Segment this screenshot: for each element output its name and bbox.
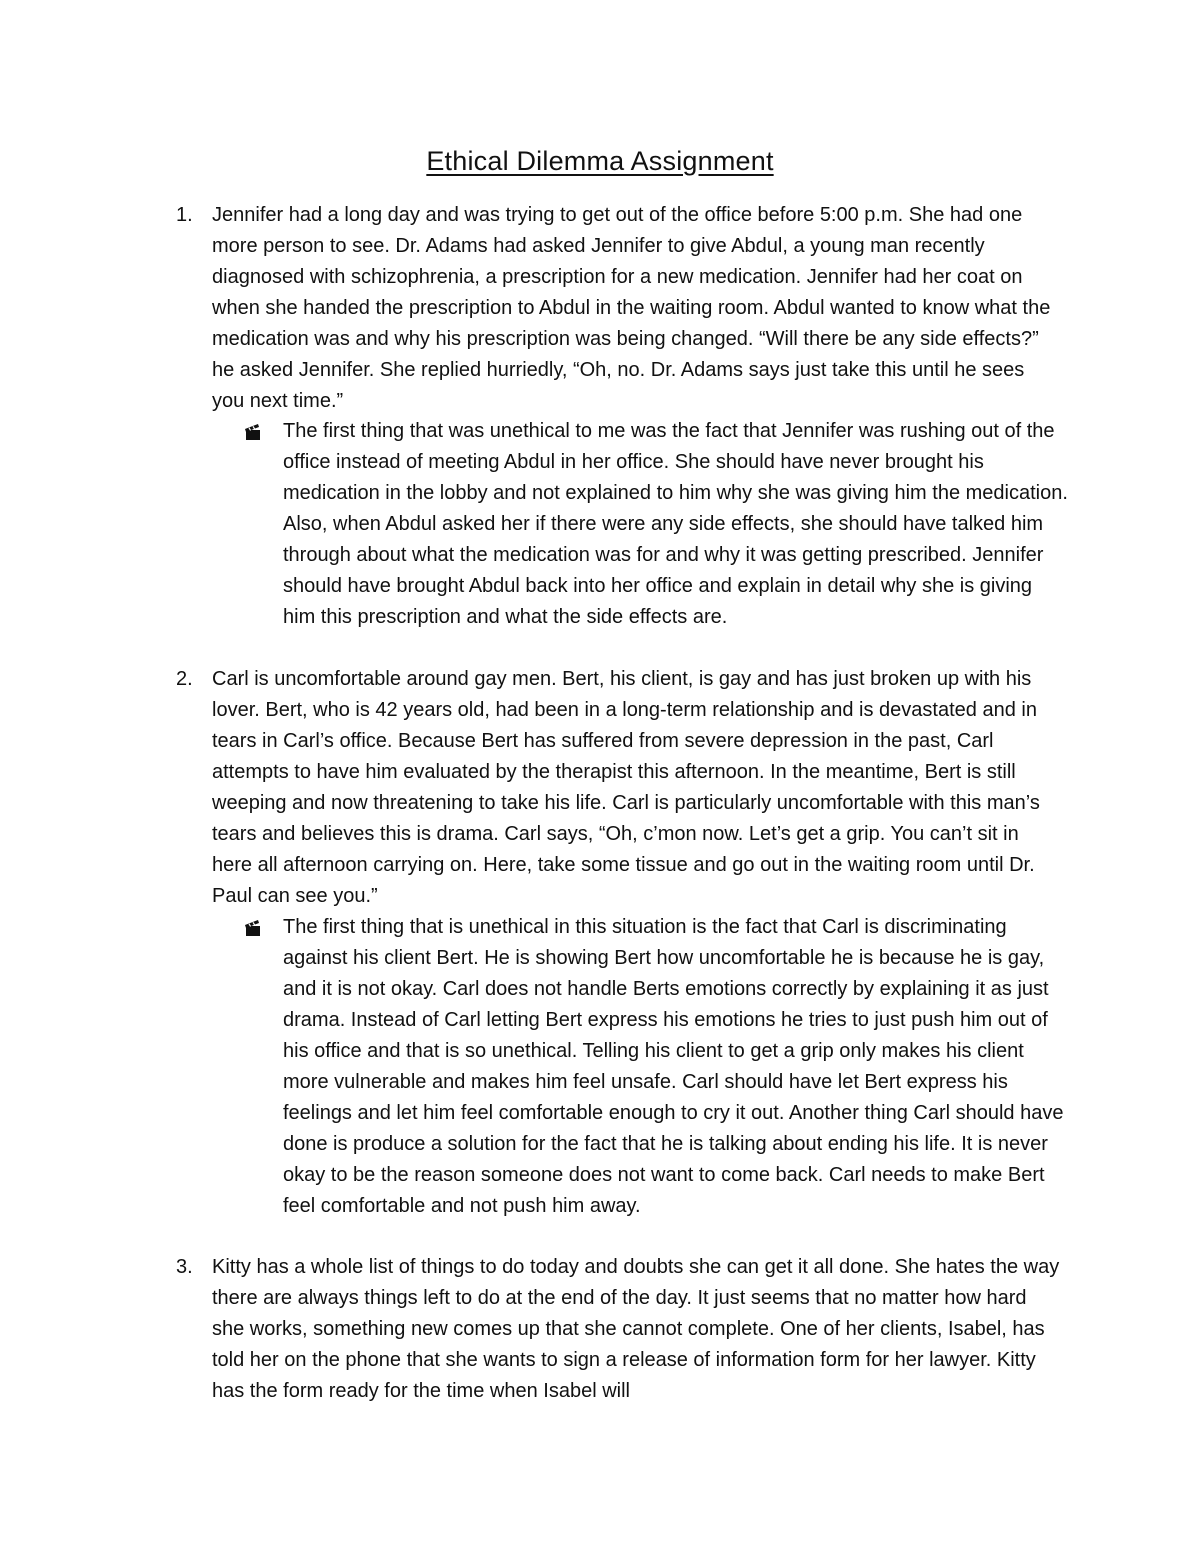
list-item (176, 1252, 1062, 1407)
list-item-text: Jennifer had a long day and was trying to get out of the office before 5:00 p.m. She had one more person to see. Dr. Adams had asked Jennifer to give Abdul, a young man recently diagnosed with schizophrenia, a prescription for a new medication. Jennifer had her coat on when she handed the prescription to Abdul in the waiting room. Abdul wanted to know what the medication was and why his prescription was being changed. “Will there be any side effects?” he asked Jennifer. She replied hurriedly, “Oh, no. Dr. Adams says just take this until he sees you next time.” (212, 204, 1051, 412)
list-item-number: 2. (176, 668, 193, 690)
response-paragraph (283, 912, 1068, 1222)
document-title: Ethical Dilemma Assignment (426, 146, 774, 176)
clapperboard-icon (243, 422, 263, 442)
response-text: The first thing that was unethical to me was the fact that Jennifer was rushing out of the office instead of meeting Abdul in her office. She should have never brought his medication in the lobby and not explained to him why she was giving him the medication. Also, when Abdul asked her if there were any side effects, she should have talked him through about what the medication was for and why it was getting prescribed. Jennifer should have brought Abdul back into her office and explain in detail why she is giving him this prescription and what the side effects are. (283, 420, 1068, 628)
list-item (176, 664, 1062, 912)
list-item-number: 1. (176, 204, 193, 226)
clapperboard-icon (243, 918, 263, 938)
list-item-number: 3. (176, 1256, 193, 1278)
response-text: The first thing that is unethical in this situation is the fact that Carl is discriminating against his client Bert. He is showing Bert how uncomfortable he is because he is gay, and it is not okay. Carl does not handle Berts emotions correctly by explaining it as just drama. Instead of Carl letting Bert express his emotions he tries to just push him out of his office and that is so unethical. Telling his client to get a grip only makes his client more vulnerable and makes him feel unsafe. Carl should have let Bert express his feelings and let him feel comfortable enough to cry it out. Another thing Carl should have done is produce a solution for the fact that he is talking about ending his life. It is never okay to be the reason someone does not want to come back. Carl needs to make Bert feel comfortable and not push him away. (283, 916, 1064, 1217)
response-paragraph (283, 416, 1068, 633)
list-item-text: Kitty has a whole list of things to do today and doubts she can get it all done. She hates the way there are always things left to do at the end of the day. It just seems that no matter how hard she works, something new comes up that she cannot complete. One of her clients, Isabel, has told her on the phone that she wants to sign a release of information form for her lawyer. Kitty has the form ready for the time when Isabel will (212, 1256, 1060, 1402)
list-item (176, 200, 1062, 417)
list-item-text: Carl is uncomfortable around gay men. Bert, his client, is gay and has just broken up with his lover. Bert, who is 42 years old, had been in a long-term relationship and is devastated and in tears in Carl’s office. Because Bert has suffered from severe depression in the past, Carl attempts to have him evaluated by the therapist this afternoon. In the meantime, Bert is still weeping and now threatening to take his life. Carl is particularly uncomfortable with this man’s tears and believes this is drama. Carl says, “Oh, c’mon now. Let’s get a grip. You can’t sit in here all afternoon carrying on. Here, take some tissue and go out in the waiting room until Dr. Paul can see you.” (212, 668, 1040, 907)
